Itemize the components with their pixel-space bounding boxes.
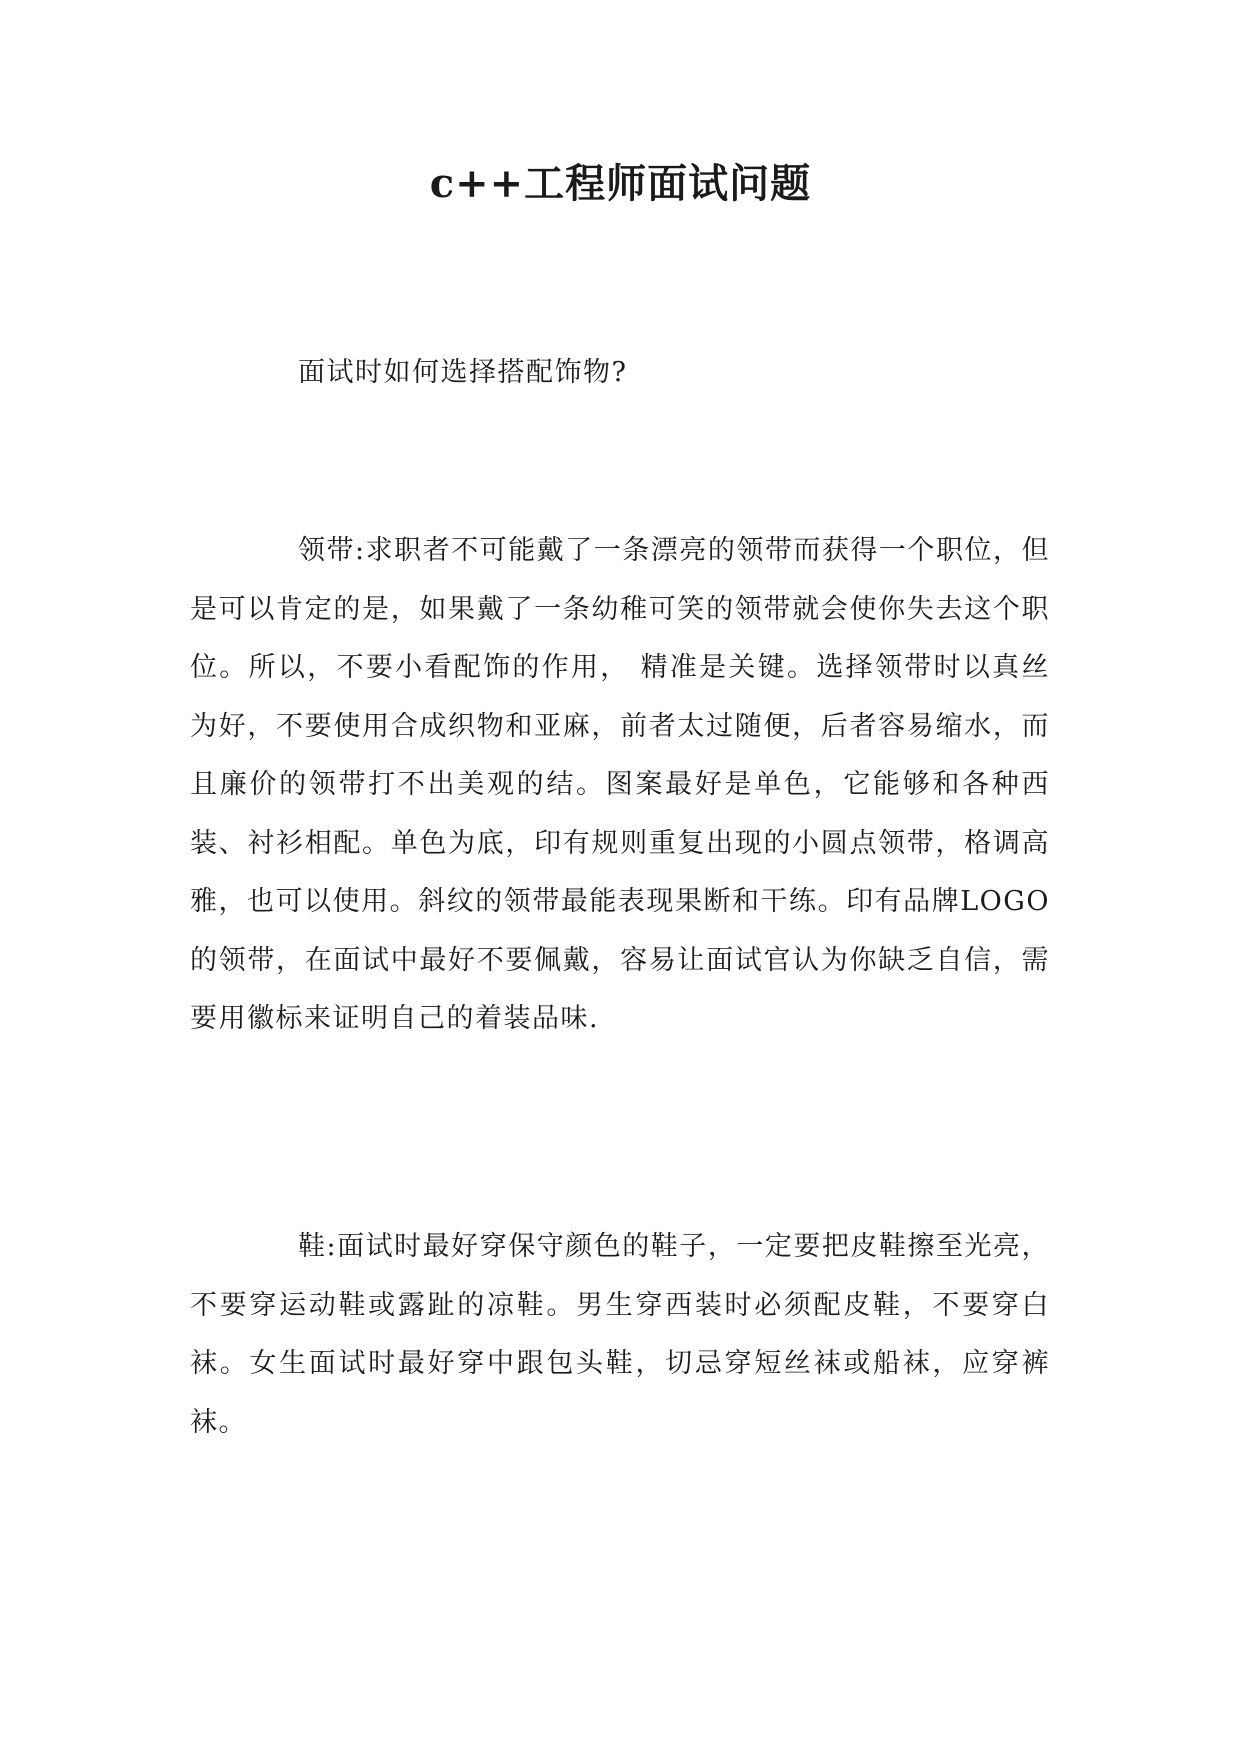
paragraph-question: 面试时如何选择搭配饰物? bbox=[298, 357, 628, 388]
paragraph-shoes: 鞋:面试时最好穿保守颜色的鞋子，一定要把皮鞋擦至光亮，不要穿运动鞋或露趾的凉鞋。男生穿西装时必须配皮鞋，不要穿白袜。女生面试时最好穿中跟包头鞋，切忌穿短丝袜或船袜，应穿裤袜。 bbox=[190, 1231, 1050, 1438]
paragraph-tie: 领带:求职者不可能戴了一条漂亮的领带而获得一个职位，但是可以肯定的是，如果戴了一条幼稚可笑的领带就会使你失去这个职位。所以，不要小看配饰的作用， 精准是关键。选择领带时以真丝为好，不要使用合成织物和亚麻，前者太过随便，后者容易缩水，而且廉价的领带打不出美观的结。图案最好是单色，它能够和各种西装、衬衫相配。单色为底，印有规则重复出现的小圆点领带，格调高雅，也可以使用。斜纹的领带最能表现果断和干练。印有品牌LOGO的领带，在面试中最好不要佩戴，容易让面试官认为你缺乏自信，需要用徽标来证明自己的着装品味. bbox=[190, 535, 1050, 1034]
document-title: c++工程师面试问题 bbox=[429, 160, 812, 207]
